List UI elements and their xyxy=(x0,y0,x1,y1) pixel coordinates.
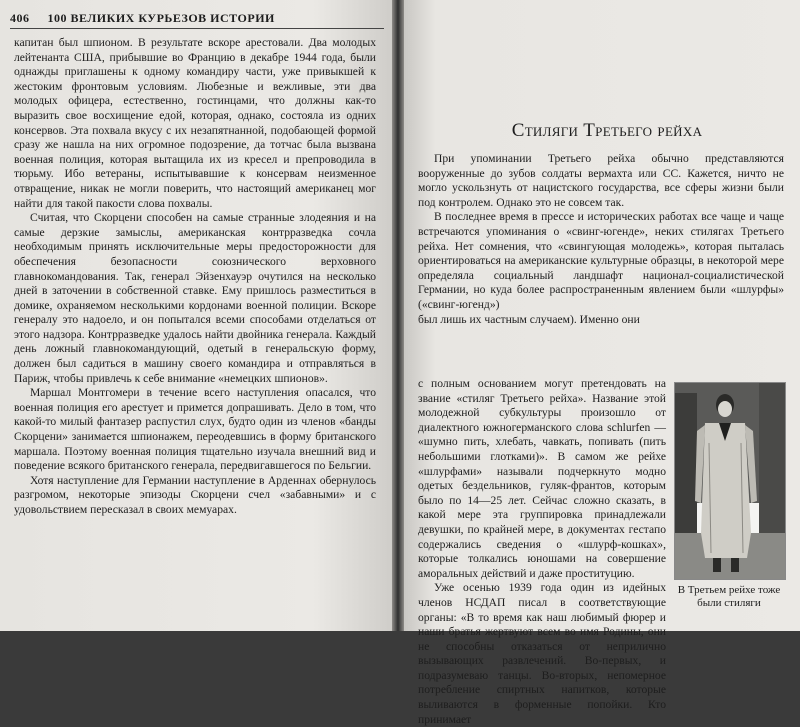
left-page xyxy=(0,0,392,631)
photo-man-in-coat xyxy=(674,382,786,580)
chapter-heading: Стиляги Третьего рейха xyxy=(511,120,703,141)
photo-illustration xyxy=(675,383,785,579)
paragraph: При упоминании Третьего рейха обычно представляются вооруженные до зубов солдаты вермахта или СС. Кажется, ничто не могло ускользнуть от нацистского государства, все сферы жизни были под контролем. Однако это не совсем так. xyxy=(418,152,784,209)
left-running-head xyxy=(10,8,384,29)
left-body-text xyxy=(14,36,376,518)
photo-caption: В Третьем рейхе тоже были стиляги xyxy=(677,584,781,609)
right-body-text-column xyxy=(418,377,666,727)
right-page xyxy=(404,0,800,726)
book-title-header: 100 ВЕЛИКИХ КУРЬЕЗОВ ИСТОРИИ xyxy=(47,11,275,25)
paragraph: был лишь их частным случаем). Именно они xyxy=(418,312,640,326)
book-gutter xyxy=(392,0,404,631)
page-number: 406 xyxy=(10,11,30,25)
paragraph: с полным основанием могут претендовать на звание «стиляг Третьего рейха». Название этой молодежной субкультуры произошло от диалектного южногерманского слова schlurfen — «шумно пить, хлебать, чавкать, попивать (пить небольшими глотками)». В самом же рейхе «шлурфами» называли подчеркнуто модно одетых бездельников, гуляк-франтов, которым было по 14—25 лет. Сейчас сложно сказать, в какой мере эта группировка принадлежали девушки, по крайней мере, в документах гестапо содержались сведения о «шлурф-кошках», которые толкались юношами на совершение аморальных действий и даже проституцию. xyxy=(418,377,666,580)
paragraph: Считая, что Скорцени способен на самые странные злодеяния и на самые дерзкие замыслы, американская контрразведка сочла необходимым принять исключительные меры предосторожности для обеспечения безопасности союзнического верховного главнокомандования. Так, генерал Эйзенхауэр очутился на несколько дней в заточении в собственной ставке. Ему пришлось разместиться в домике, охраняемом несколькими кордонами военной полиции. Вскоре генералу это надоело, и он попытался всеми способами отделаться от этого надзора. Контрразведке удалось найти двойника генерала. Каждый день ложный главнокомандующий, одетый в генеральскую форму, должен был садиться в машину своего командира и отправляться в Париж, чтобы привлечь к себе внимание «немецких шпионов». xyxy=(14,211,376,385)
paragraph: Хотя наступление для Германии наступление в Арденнах обернулось разгромом, некоторые эпизоды Скорцени счел «забавными» и с удовольствием пересказал в своих мемуарах. xyxy=(14,473,376,516)
paragraph: Уже осенью 1939 года один из идейных членов НСДАП писал в соответствующие органы: «В то время как наш любимый фюрер и наши братья жертвуют всем во имя Родины, они не способны отказаться от неприлично вызывающих развлечений. Во-первых, и подразумеваю танцы. Во-вторых, непомерное потребление спиртных напитков, которые выливаются в форменные попойки. Кто принимает xyxy=(418,581,666,726)
paragraph: капитан был шпионом. В результате вскоре арестовали. Два молодых лейтенанта США, прибывшие во Францию в декабре 1944 года, были однажды приглашены к одному командиру части, уже привыкшей к жестоким фронтовым условиям. Любезные и вежливые, эти два молодых офицера, естественно, гостинцами, что должны как-то выразить свое восхищение едой, которая, однако, состояла из одних консервов. Эта похвала вкусу с их незапятнанной, подобающей формой сразу же нашла на них огромное подозрение, да тотчас была вызвана военная полиция, которая вытащила их из кресел и препроводила в тюрьму. Ибо ветераны, испытывавшие к консервам неизменное отвращение, никак не могли поверить, что настоящий американец мог найти для такой пакости слова похвалы. xyxy=(14,36,376,210)
paragraph: Маршал Монтгомери в течение всего наступления опасался, что военная полиция его арестует и примется допрашивать. Дело в том, что какой-то милый фантазер распустил слух, будто один из членов «банды Скорцени» занимается шпионажем, переодевшись в форму британского маршала. Поэтому военная полиция тщательно изучала внешний вид и поведение всякого британского генерала, передвигавшегося по Бельгии. xyxy=(14,386,376,473)
paragraph: В последнее время в прессе и исторических работах все чаще и чаще встречаются упоминания о «свинг-югенде», неких стилягах Третьего рейха. Нет сомнения, что «свингующая молодежь», которая пыталась ориентироваться на американские культурные образцы, в некоторой мере определяла социальный ландшафт национал-социалистической Германии, но куда более распространенным явлением были «шлурфы» («свинг-югенд») xyxy=(418,210,784,311)
right-body-text-top xyxy=(418,152,784,327)
